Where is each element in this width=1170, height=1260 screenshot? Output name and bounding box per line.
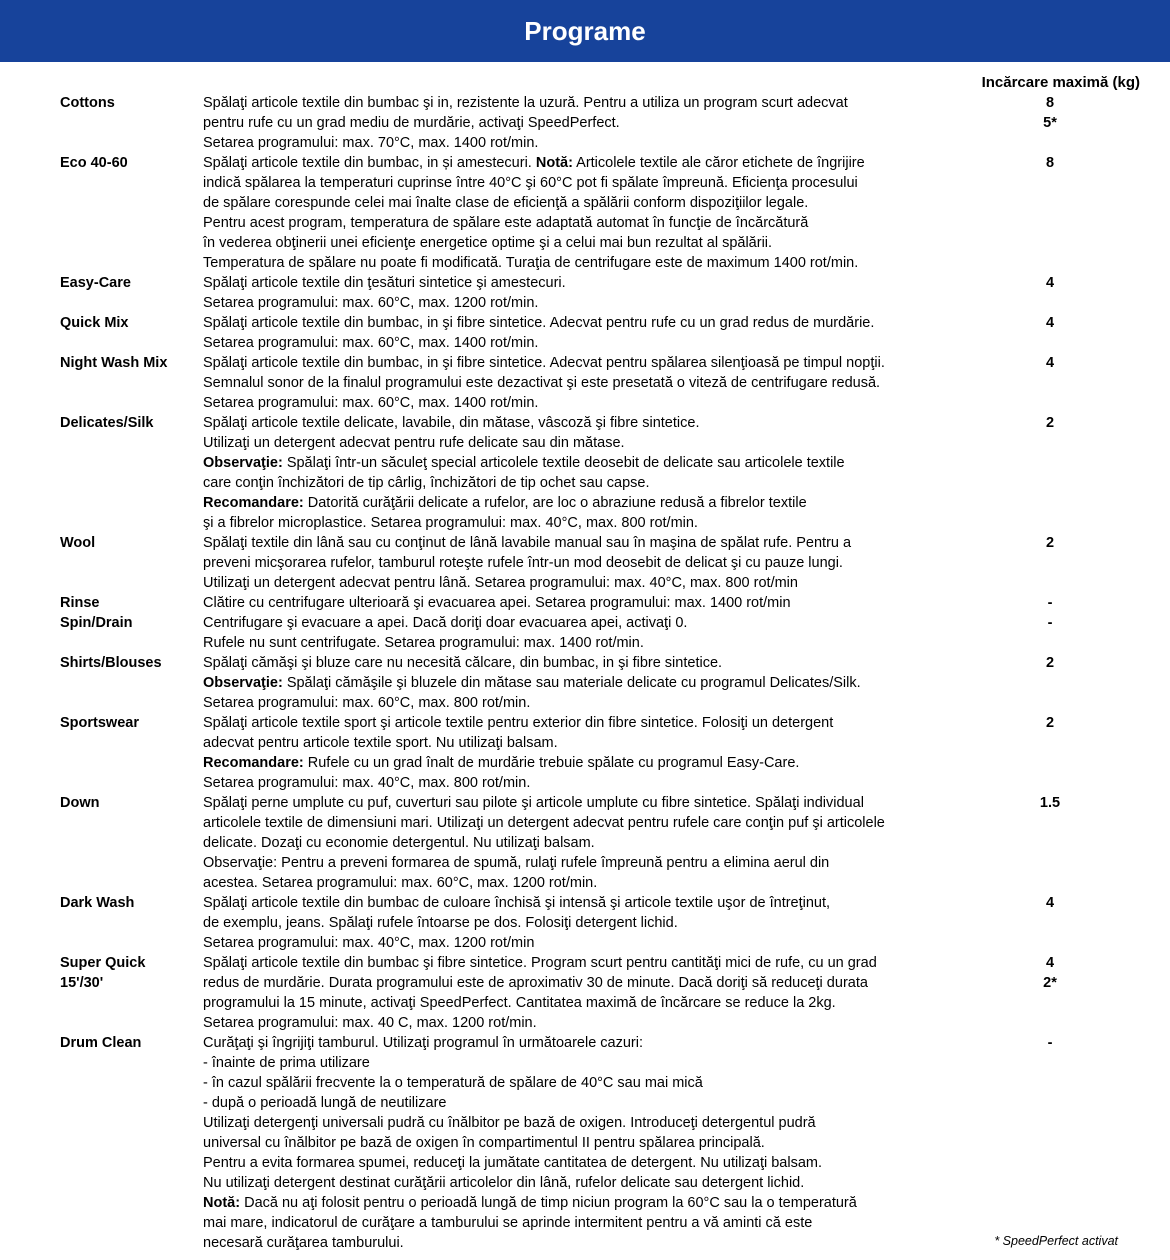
max-load-value: 1.5 <box>1039 795 1061 811</box>
program-max-load <box>960 153 1140 173</box>
program-max-load <box>960 893 1140 913</box>
program-max-load <box>960 593 1140 613</box>
program-name: Sportswear <box>60 715 139 731</box>
program-description: Spălaţi articole textile din bumbac şi in, rezistente la uzură. Pentru a utiliza un program scurt adecvat pentru rufe cu un grad mediu de murdărie, activaţi SpeedPerfect. Setarea programului: max. 70°C, max. 1400 rot/min. <box>203 95 848 151</box>
max-load-value: - <box>1047 1035 1053 1051</box>
table-row <box>60 273 1140 313</box>
program-max-load <box>960 273 1140 293</box>
program-name: Dark Wash <box>60 895 135 911</box>
table-row <box>60 533 1140 593</box>
program-name: Rinse <box>60 595 100 611</box>
program-description: Spălaţi articole textile din bumbac şi fibre sintetice. Program scurt pentru cantităţi mici de rufe, cu un grad redus de murdărie. Durata programului este de aproximativ 30 de minute. Dacă doriţi să reduceţi durata programului la 15 minute, activaţi SpeedPerfect. Cantitatea maximă de încărcare se reduce la 2kg. Setarea programului: max. 40 C, max. 1200 rot/min. <box>203 955 877 1031</box>
program-description: Curăţaţi şi îngrijiţi tamburul. Utilizaţi programul în următoarele cazuri: - înainte de prima utilizare - în cazul spălării frecvente la o temperatură de spălare de 40°C sau mai mică - după o perioadă lungă de neutilizare Utilizaţi detergenţi universali pudră cu înălbitor pe bază de oxigen. Introduceţi detergentul pudră universal cu înălbitor pe bază de oxigen în compartimentul II pentru spălarea principală. Pentru a evita formarea spumei, reduceţi la jumătate cantitatea de detergent. Nu utilizaţi balsam. Nu utilizaţi detergent destinat curăţării articolelor din lână, rufelor delicate sau detergent lichid. Notă: Dacă nu aţi folosit pentru o perioadă lungă de timp niciun program la 60°C sau la o temperatură mai mare, indicatorul de curăţare a tamburului se aprinde intermitent pentru a vă aminti că este necesară curăţarea tamburului. <box>203 1035 857 1251</box>
program-description: Spălaţi articole textile din bumbac, in şi fibre sintetice. Adecvat pentru spălarea silenţioasă pe timpul nopţii. Semnalul sonor de la finalul programului este dezactivat şi este presetată o viteză de centrifugare redusă. Setarea programului: max. 60°C, max. 1400 rot/min. <box>203 355 885 411</box>
program-max-load <box>960 533 1140 553</box>
max-load-value: 4 <box>1045 275 1055 291</box>
program-name: Night Wash Mix <box>60 355 168 371</box>
program-description: Spălaţi articole textile din bumbac, in și amestecuri. Notă: Articolele textile ale căror etichete de îngrijire indică spălarea la temperaturi cuprinse între 40°C şi 60°C pot fi spălate împreună. Eficienţa procesului de spălare corespunde celei mai înalte clase de eficienţă a spălării conform dispoziţiilor legale. Pentru acest program, temperatura de spălare este adaptată automat în funcţie de încărcătură în vederea obţinerii unei eficienţe energetice optime şi a celui mai bun rezultat al spălării. Temperatura de spălare nu poate fi modificată. Turaţia de centrifugare este de maximum 1400 rot/min. <box>203 155 865 271</box>
program-name: Shirts/Blouses <box>60 655 162 671</box>
program-description: Spălaţi perne umplute cu puf, cuverturi sau pilote şi articole umplute cu fibre sintetice. Spălaţi individual articolele textile de dimensiuni mari. Utilizaţi un detergent adecvat pentru rufele care conţin puf şi articolele delicate. Dozaţi cu economie detergentul. Nu utilizaţi balsam. Observaţie: Pentru a preveni formarea de spumă, rulaţi rufele împreună pentru a elimina aerul din acestea. Setarea programului: max. 60°C, max. 1200 rot/min. <box>203 795 885 891</box>
program-name: Quick Mix <box>60 315 129 331</box>
program-description: Spălaţi articole textile sport şi articole textile pentru exterior din fibre sintetice. Folosiţi un detergent adecvat pentru articole textile sport. Nu utilizaţi balsam. Recomandare: Rufele cu un grad înalt de murdărie trebuie spălate cu programul Easy-Care. Setarea programului: max. 40°C, max. 800 rot/min. <box>203 715 834 791</box>
table-row <box>60 413 1140 533</box>
load-column-header: Incărcare maximă (kg) <box>981 74 1140 91</box>
program-max-load <box>960 93 1140 133</box>
table-row <box>60 653 1140 713</box>
program-max-load <box>960 413 1140 433</box>
table-row <box>60 893 1140 953</box>
max-load-value: 2* <box>1043 975 1057 991</box>
max-load-value: 4 <box>1045 355 1055 371</box>
max-load-value: 2 <box>1045 415 1055 431</box>
program-name: Easy-Care <box>60 275 131 291</box>
program-name: Super Quick 15'/30' <box>60 955 146 991</box>
program-name: Down <box>60 795 100 811</box>
program-max-load <box>960 613 1140 633</box>
program-name: Cottons <box>60 95 115 111</box>
max-load-value: 8 <box>1045 155 1055 171</box>
program-name: Drum Clean <box>60 1035 142 1051</box>
table-row <box>60 593 1140 613</box>
max-load-value: - <box>1047 595 1053 611</box>
program-max-load <box>960 953 1140 993</box>
program-description: Spălaţi articole textile din bumbac, in şi fibre sintetice. Adecvat pentru rufe cu un grad redus de murdărie. Setarea programului: max. 60°C, max. 1400 rot/min. <box>203 315 875 351</box>
page-title: Programe <box>524 15 646 46</box>
program-max-load <box>960 713 1140 733</box>
programs-table <box>0 62 1170 1253</box>
program-description: Spălaţi articole textile din bumbac de culoare închisă şi intensă şi articole textile uşor de întreţinut, de exemplu, jeans. Spălaţi rufele întoarse pe dos. Folosiţi detergent lichid. Setarea programului: max. 40°C, max. 1200 rot/min <box>203 895 831 951</box>
program-description: Clătire cu centrifugare ulterioară şi evacuarea apei. Setarea programului: max. 1400 rot/min <box>203 595 791 611</box>
max-load-value: 8 <box>1045 95 1055 111</box>
program-max-load <box>960 793 1140 813</box>
table-row <box>60 613 1140 653</box>
program-max-load <box>960 313 1140 333</box>
max-load-value: 4 <box>1045 895 1055 911</box>
program-name: Delicates/Silk <box>60 415 154 431</box>
max-load-value: 2 <box>1045 715 1055 731</box>
program-name: Spin/Drain <box>60 615 133 631</box>
program-description: Spălaţi textile din lână sau cu conţinut de lână lavabile manual sau în maşina de spălat rufe. Pentru a preveni micşorarea rufelor, tamburul roteşte rufele într-un mod deosebit de delicat şi cu pauze lungi. Utilizaţi un detergent adecvat pentru lână. Setarea programului: max. 40°C, max. 800 rot/min <box>203 535 852 591</box>
table-row <box>60 713 1140 793</box>
program-name: Wool <box>60 535 96 551</box>
max-load-value: 4 <box>1045 315 1055 331</box>
table-row <box>60 1033 1140 1253</box>
program-rows <box>60 93 1140 1253</box>
title-bar <box>0 0 1170 62</box>
max-load-value: - <box>1047 615 1053 631</box>
program-description: Spălaţi articole textile delicate, lavabile, din mătase, vâscoză şi fibre sintetice. Utilizaţi un detergent adecvat pentru rufe delicate sau din mătase. Observaţie: Spălaţi într-un săculeţ special articolele textile deosebit de delicate sau articolele textile care conţin închizători de tip cârlig, închizători de tip ochet sau capse. Recomandare: Datorită curăţării delicate a rufelor, are loc o abraziune redusă a fibrelor textile şi a fibrelor microplastice. Setarea programului: max. 40°C, max. 800 rot/min. <box>203 415 845 531</box>
table-row <box>60 153 1140 273</box>
program-description: Spălaţi articole textile din ţesături sintetice şi amestecuri. Setarea programului: max. 60°C, max. 1200 rot/min. <box>203 275 566 311</box>
max-load-value: 2 <box>1045 535 1055 551</box>
table-row <box>60 793 1140 893</box>
program-max-load <box>960 1033 1140 1053</box>
table-row <box>60 313 1140 353</box>
table-row <box>60 953 1140 1033</box>
speedperfect-footnote: * SpeedPerfect activat <box>994 1234 1118 1248</box>
program-name: Eco 40-60 <box>60 155 128 171</box>
program-description: Spălaţi cămăşi şi bluze care nu necesită călcare, din bumbac, in şi fibre sintetice. Observaţie: Spălaţi cămăşile şi bluzele din mătase sau materiale delicate cu programul Delicates/Silk. Setarea programului: max. 60°C, max. 800 rot/min. <box>203 655 861 711</box>
program-max-load <box>960 653 1140 673</box>
table-row <box>60 353 1140 413</box>
max-load-value: 2 <box>1045 655 1055 671</box>
program-max-load <box>960 353 1140 373</box>
max-load-value: 4 <box>1045 955 1055 971</box>
table-row <box>60 93 1140 153</box>
program-description: Centrifugare şi evacuare a apei. Dacă doriţi doar evacuarea apei, activaţi 0. Rufele nu sunt centrifugate. Setarea programului: max. 1400 rot/min. <box>203 615 688 651</box>
max-load-value: 5* <box>1043 115 1057 131</box>
